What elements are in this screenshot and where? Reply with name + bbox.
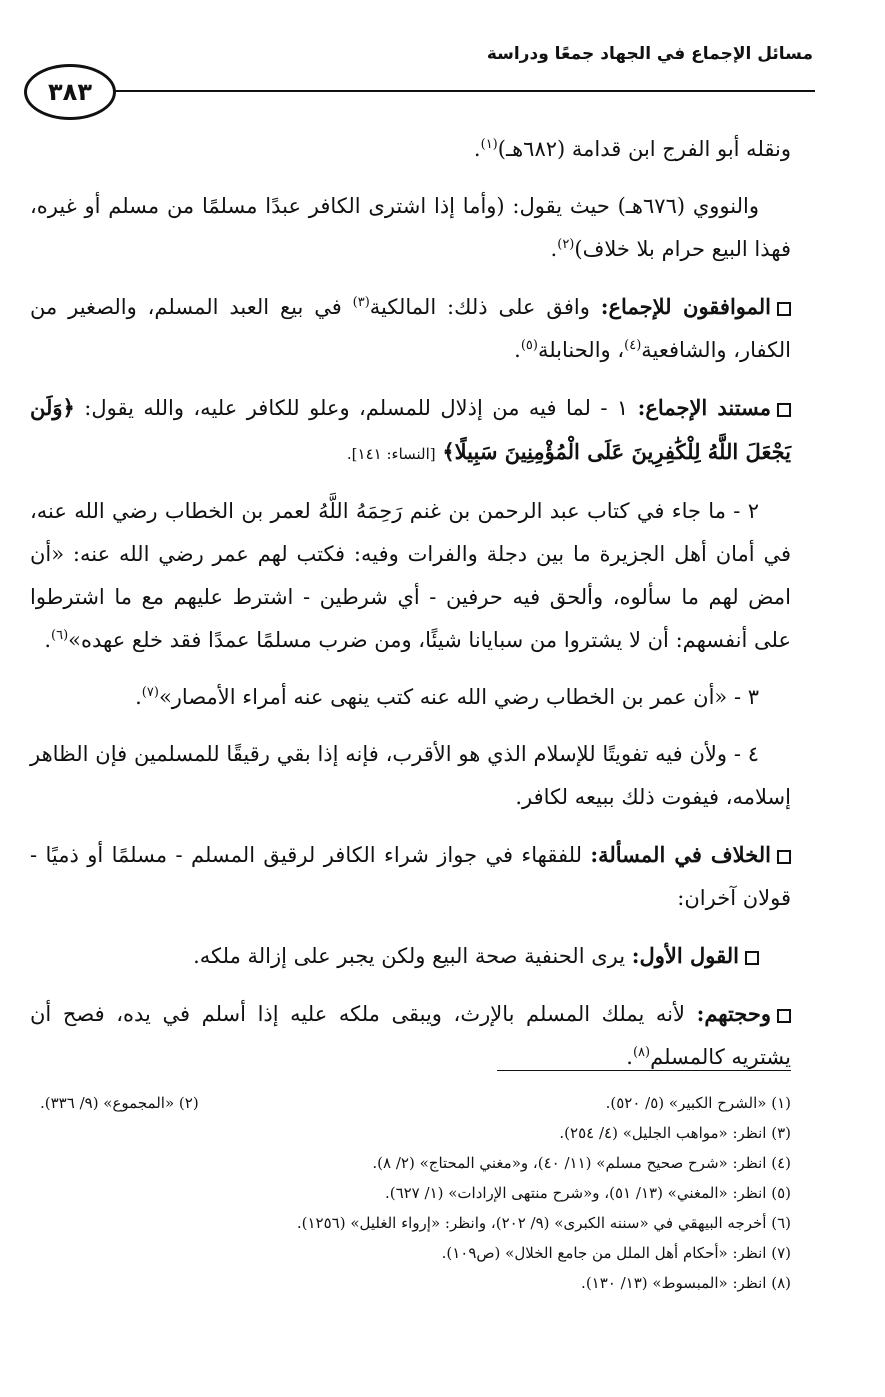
footnote-5: (٥) انظر: «المغني» (١٣/ ٥١)، و«شرح منتهى الإرادات» (١/ ٦٢٧). — [384, 1184, 791, 1202]
paragraph-evidence-3: ٣ - «أن عمر بن الخطاب رضي الله عنه كتب ينهى عنه أمراء الأمصار»$^{(٧)}$. — [135, 685, 759, 709]
header-rule — [104, 90, 815, 92]
paragraph-their-argument: وحجتهم: لأنه يملك المسلم بالإرث، ويبقى ملكه عليه إذا أسلم في يده، فصح أن يشتريه كالمسلم$^{(٨)}$. — [30, 1001, 791, 1069]
paragraph-evidence-4: ٤ - ولأن فيه تفويتًا للإسلام الذي هو الأقرب، فإنه إذا بقي رقيقًا للمسلمين فإن الظاهر إسلامه، فيفوت ذلك ببيعه لكافر. — [30, 742, 791, 809]
checkbox-square-icon — [777, 1009, 791, 1023]
footnote-3: (٣) انظر: «مواهب الجليل» (٤/ ٢٥٤). — [559, 1124, 791, 1142]
footnote-ref: (٢) — [557, 237, 575, 252]
footnote-row — [40, 1088, 791, 1118]
footnote-7: (٧) انظر: «أحكام أهل الملل من جامع الخلال» (ص١٠٩). — [441, 1244, 791, 1262]
checkbox-square-icon — [745, 951, 759, 965]
paragraph-disagreement: الخلاف في المسألة: للفقهاء في جواز شراء الكافر لرقيق المسلم - مسلمًا أو ذميًا - قولان آخران: — [30, 842, 791, 910]
footnote-4: (٤) انظر: «شرح صحيح مسلم» (١١/ ٤٠)، و«مغني المحتاج» (٢/ ٨). — [372, 1154, 791, 1172]
footnote-2: (٢) «المجموع» (٩/ ٣٣٦). — [40, 1094, 199, 1112]
verse-reference: [النساء: ١٤١]. — [346, 445, 436, 463]
footnote-ref: (٥) — [520, 338, 538, 353]
footnote-6: (٦) أخرجه البيهقي في «سننه الكبرى» (٩/ ٢٠٢)، وانظر: «إرواء الغليل» (١٢٥٦). — [296, 1214, 791, 1232]
footnote-ref: (٤) — [624, 338, 642, 353]
footnote-ref: (٧) — [141, 685, 159, 700]
paragraph-agreeing: الموافقون للإجماع: وافق على ذلك: المالكية$^{(٣)}$ في بيع العبد المسلم، والصغير من الكفار، والشافعية$^{(٤)}$، والحنابلة$^{(٥)}$. — [30, 294, 791, 362]
footnote-divider — [497, 1070, 791, 1071]
footnotes — [40, 1088, 791, 1298]
footnote-1: (١) «الشرح الكبير» (٥/ ٥٢٠). — [605, 1094, 791, 1112]
paragraph-nawawi: والنووي (٦٧٦هـ) حيث يقول: (وأما إذا اشترى الكافر عبدًا مسلمًا من مسلم أو غيره، فهذا البيع حرام بلا خلاف)$^{(٢)}$. — [30, 194, 791, 261]
checkbox-square-icon — [777, 302, 791, 316]
paragraph-first-opinion: القول الأول: يرى الحنفية صحة البيع ولكن يجبر على إزالة ملكه. — [30, 934, 791, 978]
main-text — [30, 128, 791, 1093]
section-label: الخلاف في المسألة: — [590, 842, 771, 867]
section-label: القول الأول: — [631, 943, 739, 968]
paragraph-basis: مستند الإجماع: ١ - لما فيه من إذلال للمسلم، وعلو للكافر عليه، والله يقول: ﴿وَلَن يَجْعَلَ اللَّهُ لِلْكَٰفِرِينَ عَلَى الْمُؤْمِنِينَ سَبِيلًا﴾ [النساء: ١٤١]. — [30, 395, 791, 464]
footnote-ref: (٣) — [352, 295, 370, 310]
paragraph-evidence-2: ٢ - ما جاء في كتاب عبد الرحمن بن غنم رَحِمَهُ اللَّهُ لعمر بن الخطاب رضي الله عنه، في أمان أهل الجزيرة ما بين دجلة والفرات وفيه: فكتب لهم عمر رضي الله عنه: «أن امض لهم ما سألوه، وألحق فيه حرفين - أي شرطين - اشترط عليهم مع ما اشترطوا على أنفسهم: أن لا يشتروا من سبايانا شيئًا، ومن ضرب مسلمًا عمدًا فقد خلع عهده»$^{(٦)}$. — [30, 499, 791, 652]
footnote-8: (٨) انظر: «المبسوط» (١٣/ ١٣٠). — [581, 1274, 791, 1292]
footnote-ref: (٦) — [51, 628, 69, 643]
running-header-title: مسائل الإجماع في الجهاد جمعًا ودراسة — [486, 44, 813, 64]
section-label: وحجتهم: — [696, 1001, 771, 1026]
quran-verse: ﴿وَلَن يَجْعَلَ اللَّهُ لِلْكَٰفِرِينَ عَلَى الْمُؤْمِنِينَ سَبِيلًا﴾ — [30, 395, 791, 464]
footnote-ref: (٨) — [632, 1045, 651, 1060]
checkbox-square-icon — [777, 403, 791, 417]
section-label: مستند الإجماع: — [637, 395, 772, 420]
page-number: ٣٨٣ — [48, 78, 92, 106]
footnote-ref: (١) — [480, 137, 498, 152]
page-number-badge — [24, 64, 116, 120]
checkbox-square-icon — [777, 850, 791, 864]
paragraph-ibn-qudamah: ونقله أبو الفرج ابن قدامة (٦٨٢هـ)$^{(١)}$. — [473, 137, 791, 161]
section-label: الموافقون للإجماع: — [600, 294, 772, 319]
